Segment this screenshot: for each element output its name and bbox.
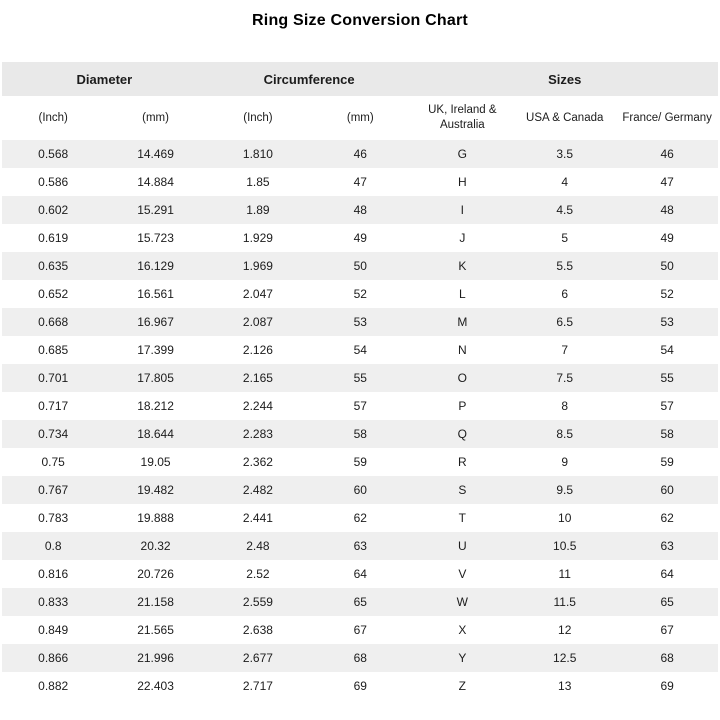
- table-cell: H: [458, 175, 467, 189]
- table-cell: 0.734: [2, 420, 104, 448]
- table-cell: 11: [558, 567, 571, 581]
- table-cell: O: [412, 364, 514, 392]
- table-cell: 59: [660, 455, 674, 469]
- table-cell: 65: [616, 588, 718, 616]
- table-cell: U: [412, 532, 514, 560]
- table-cell: 2.559: [207, 588, 309, 616]
- table-cell: 2.126: [242, 343, 273, 357]
- table-cell: 2.52: [246, 567, 270, 581]
- table-cell: 14.884: [137, 175, 174, 189]
- table-cell: 21.565: [137, 623, 174, 637]
- table-cell: 55: [616, 364, 718, 392]
- table-cell: 10: [558, 511, 572, 525]
- table-cell: 15.723: [137, 231, 174, 245]
- table-cell: 5.5: [513, 252, 616, 280]
- table-cell: 6: [561, 287, 569, 301]
- table-row: [2, 252, 718, 280]
- table-cell: 20.32: [104, 532, 206, 560]
- table-cell: 0.882: [38, 679, 69, 693]
- table-cell: 18.644: [104, 420, 206, 448]
- table-cell: J: [459, 231, 466, 245]
- group-header-circumference: Circumference: [207, 62, 412, 96]
- table-cell: 50: [309, 252, 411, 280]
- table-cell: 22.403: [137, 679, 174, 693]
- table-cell: 58: [616, 420, 718, 448]
- table-cell: 49: [660, 231, 674, 245]
- table-cell: 63: [616, 532, 718, 560]
- table-cell: 13: [558, 679, 572, 693]
- table-row: [2, 168, 718, 196]
- table-cell: 21.996: [104, 644, 206, 672]
- table-row: [2, 140, 718, 168]
- column-header-usa-canada: USA & Canada: [513, 96, 616, 140]
- column-header-circumference-mm: (mm): [309, 96, 411, 140]
- table-cell: 46: [309, 140, 411, 168]
- table-row: [2, 336, 718, 364]
- title-bar: [0, 0, 720, 62]
- table-cell: 11.5: [513, 588, 616, 616]
- table-cell: 2.244: [242, 399, 273, 413]
- table-cell: 0.8: [2, 532, 104, 560]
- table-cell: 69: [660, 679, 674, 693]
- table-cell: 20.726: [137, 567, 174, 581]
- table-cell: 1.89: [207, 196, 309, 224]
- table-cell: S: [412, 476, 514, 504]
- table-cell: 54: [660, 343, 674, 357]
- table-row: [2, 280, 718, 308]
- table-cell: 5: [561, 231, 569, 245]
- table-row: [2, 560, 718, 588]
- table-row: [2, 196, 718, 224]
- table-cell: 17.805: [104, 364, 206, 392]
- table-cell: 2.441: [242, 511, 273, 525]
- table-cell: 2.283: [207, 420, 309, 448]
- table-cell: 21.158: [104, 588, 206, 616]
- table-cell: 52: [353, 287, 367, 301]
- table-cell: 60: [616, 476, 718, 504]
- table-cell: 64: [660, 567, 674, 581]
- table-cell: 19.482: [104, 476, 206, 504]
- table-cell: 19.05: [140, 455, 171, 469]
- table-cell: 68: [309, 644, 411, 672]
- table-cell: 68: [616, 644, 718, 672]
- table-row: [2, 364, 718, 392]
- table-cell: 60: [309, 476, 411, 504]
- table-cell: 0.783: [38, 511, 69, 525]
- table-cell: 4: [561, 175, 569, 189]
- table-cell: 8: [561, 399, 569, 413]
- table-row: [2, 392, 718, 420]
- table-cell: 64: [353, 567, 367, 581]
- column-header-diameter-inch: (Inch): [2, 96, 104, 140]
- table-cell: Q: [412, 420, 514, 448]
- table-cell: 0.866: [2, 644, 104, 672]
- table-row: [2, 672, 718, 700]
- table-cell: L: [458, 287, 466, 301]
- table-row: [2, 532, 718, 560]
- table-cell: 49: [353, 231, 367, 245]
- table-cell: 0.701: [2, 364, 104, 392]
- table-cell: 55: [309, 364, 411, 392]
- group-header-diameter: Diameter: [2, 62, 207, 96]
- table-cell: 69: [353, 679, 367, 693]
- table-cell: I: [412, 196, 514, 224]
- table-cell: 0.568: [2, 140, 104, 168]
- table-cell: 59: [353, 455, 367, 469]
- table-cell: 4.5: [513, 196, 616, 224]
- table-cell: 3.5: [513, 140, 616, 168]
- table-cell: 58: [309, 420, 411, 448]
- table-cell: 9.5: [513, 476, 616, 504]
- table-cell: 62: [660, 511, 674, 525]
- table-cell: 18.212: [137, 399, 174, 413]
- table-cell: 67: [660, 623, 674, 637]
- table-cell: 0.833: [2, 588, 104, 616]
- table-cell: 65: [309, 588, 411, 616]
- table-cell: 0.849: [38, 623, 69, 637]
- table-cell: 47: [660, 175, 674, 189]
- table-cell: 54: [353, 343, 367, 357]
- table-cell: V: [458, 567, 467, 581]
- table-cell: 2.482: [207, 476, 309, 504]
- column-header-uk-ireland-australia: UK, Ireland & Australia: [412, 96, 514, 140]
- table-cell: 0.586: [38, 175, 69, 189]
- table-cell: 0.75: [41, 455, 65, 469]
- table-cell: 0.652: [38, 287, 69, 301]
- table-cell: 48: [309, 196, 411, 224]
- table-column-header-row: [2, 96, 718, 140]
- table-cell: 0.685: [38, 343, 69, 357]
- table-cell: X: [458, 623, 467, 637]
- table-cell: 1.810: [207, 140, 309, 168]
- table-cell: 2.48: [207, 532, 309, 560]
- table-cell: 8.5: [513, 420, 616, 448]
- table-row: [2, 308, 718, 336]
- table-cell: 47: [353, 175, 367, 189]
- table-row: [2, 588, 718, 616]
- table-cell: 17.399: [137, 343, 174, 357]
- column-header-diameter-mm: (mm): [104, 96, 206, 140]
- column-header-circumference-inch: (Inch): [207, 96, 309, 140]
- table-cell: 0.717: [38, 399, 69, 413]
- table-cell: R: [458, 455, 467, 469]
- table-cell: 57: [353, 399, 367, 413]
- column-header-france-germany: France/ Germany: [616, 96, 718, 140]
- table-cell: 0.602: [2, 196, 104, 224]
- table-cell: 52: [660, 287, 674, 301]
- table-cell: 2.047: [242, 287, 273, 301]
- table-cell: 50: [616, 252, 718, 280]
- table-body: [2, 140, 718, 700]
- table-cell: 53: [309, 308, 411, 336]
- table-cell: 0.668: [2, 308, 104, 336]
- table-cell: 1.969: [207, 252, 309, 280]
- table-cell: 1.929: [242, 231, 273, 245]
- table-cell: G: [412, 140, 514, 168]
- table-cell: K: [412, 252, 514, 280]
- table-row: [2, 616, 718, 644]
- table-cell: T: [458, 511, 466, 525]
- table-row: [2, 448, 718, 476]
- table-cell: 6.5: [513, 308, 616, 336]
- table-row: [2, 224, 718, 252]
- table-cell: 0.619: [38, 231, 69, 245]
- table-cell: 7: [561, 343, 569, 357]
- table-cell: 2.087: [207, 308, 309, 336]
- table-row: [2, 476, 718, 504]
- table-cell: 62: [353, 511, 367, 525]
- page-title: Ring Size Conversion Chart: [252, 12, 468, 29]
- table-cell: 1.85: [246, 175, 270, 189]
- table-cell: 16.967: [104, 308, 206, 336]
- table-row: [2, 420, 718, 448]
- table-cell: 2.165: [207, 364, 309, 392]
- table-cell: 0.816: [38, 567, 69, 581]
- table-cell: 2.638: [242, 623, 273, 637]
- table-row: [2, 504, 718, 532]
- ring-size-conversion-table: [2, 62, 718, 700]
- table-cell: W: [412, 588, 514, 616]
- table-cell: 2.362: [242, 455, 273, 469]
- table-cell: 2.677: [207, 644, 309, 672]
- table-cell: Z: [458, 679, 466, 693]
- table-cell: 16.129: [104, 252, 206, 280]
- group-header-sizes: Sizes: [412, 62, 719, 96]
- table-cell: Y: [412, 644, 514, 672]
- table-cell: 7.5: [513, 364, 616, 392]
- table-cell: 14.469: [104, 140, 206, 168]
- table-cell: 16.561: [137, 287, 174, 301]
- table-cell: N: [458, 343, 467, 357]
- table-cell: 46: [616, 140, 718, 168]
- table-cell: 0.635: [2, 252, 104, 280]
- table-row: [2, 644, 718, 672]
- table-cell: M: [412, 308, 514, 336]
- table-group-header-row: [2, 62, 718, 96]
- table-cell: 0.767: [2, 476, 104, 504]
- table-cell: 48: [616, 196, 718, 224]
- table-cell: 19.888: [137, 511, 174, 525]
- table-cell: 10.5: [513, 532, 616, 560]
- table-cell: 12: [558, 623, 572, 637]
- table-cell: P: [458, 399, 467, 413]
- table-cell: 57: [660, 399, 674, 413]
- table-cell: 63: [309, 532, 411, 560]
- table-cell: 15.291: [104, 196, 206, 224]
- table-cell: 9: [561, 455, 569, 469]
- table-cell: 67: [353, 623, 367, 637]
- table-cell: 2.717: [242, 679, 273, 693]
- table-cell: 12.5: [513, 644, 616, 672]
- table-cell: 53: [616, 308, 718, 336]
